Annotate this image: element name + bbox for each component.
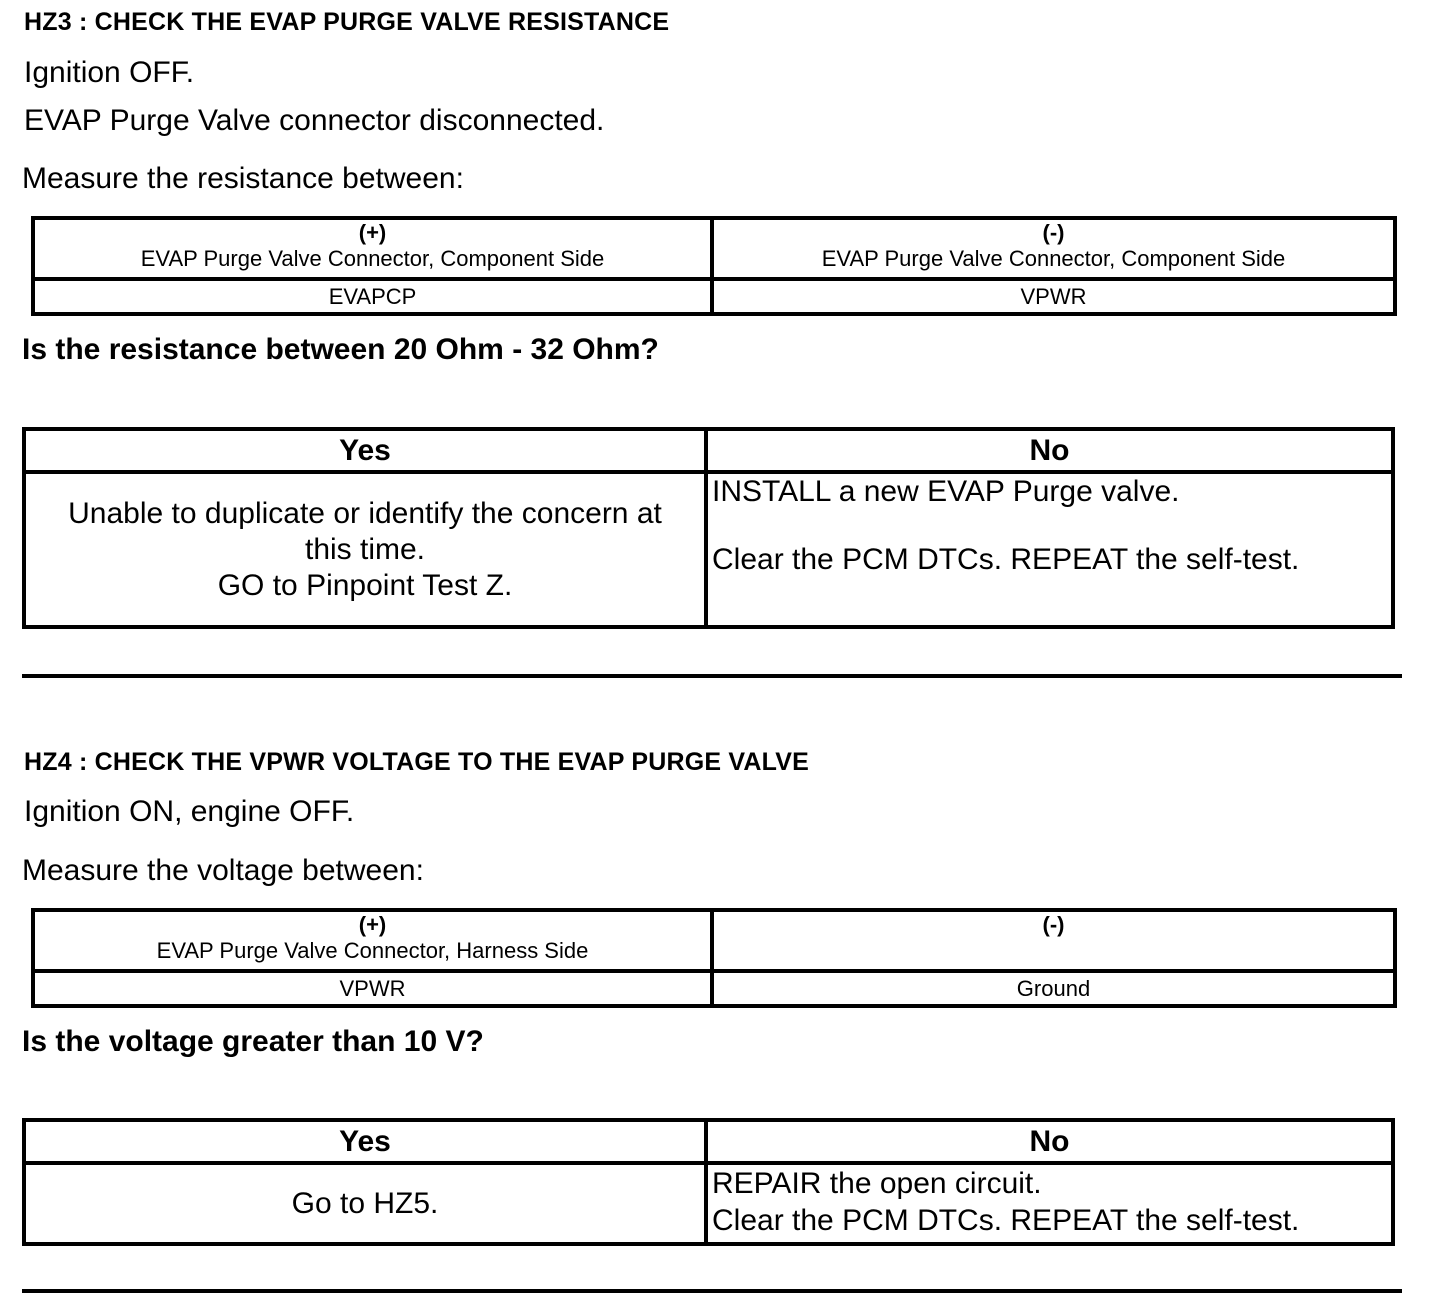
section-divider-1 <box>22 674 1402 678</box>
hz3-plus-header-cell <box>33 218 712 279</box>
hz4-minus-header-cell <box>712 910 1395 971</box>
hz3-no-line-2: Clear the PCM DTCs. REPEAT the self-test. <box>712 543 1300 576</box>
hz3-measure-intro: Measure the resistance between: <box>22 162 464 195</box>
hz4-line-ignition: Ignition ON, engine OFF. <box>24 795 355 828</box>
hz3-title: HZ3 : CHECK THE EVAP PURGE VALVE RESISTANCE <box>24 8 670 36</box>
hz3-line-connector: EVAP Purge Valve connector disconnected. <box>24 104 605 137</box>
hz4-yes-line-1: Go to HZ5. <box>291 1186 439 1220</box>
hz4-plus-header-cell <box>33 910 712 971</box>
hz4-title: HZ4 : CHECK THE VPWR VOLTAGE TO THE EVAP PURGE VALVE <box>24 748 810 776</box>
hz4-no-header: No <box>706 1120 1393 1163</box>
hz3-no-cell <box>706 472 1393 627</box>
hz4-plus-sub: EVAP Purge Valve Connector, Harness Side <box>156 938 589 963</box>
hz3-no-line-1: INSTALL a new EVAP Purge valve. <box>712 475 1180 508</box>
hz4-plus-value: VPWR <box>33 971 712 1006</box>
hz4-yes-cell <box>24 1163 706 1244</box>
hz4-result-table <box>22 1118 1395 1246</box>
hz3-yes-line-2: this time. <box>304 532 426 566</box>
hz4-no-line-2: Clear the PCM DTCs. REPEAT the self-test. <box>712 1204 1300 1237</box>
hz4-measure-table <box>31 908 1397 1008</box>
hz3-plus-sub: EVAP Purge Valve Connector, Component Side <box>140 246 605 271</box>
hz3-yes-cell <box>24 472 706 627</box>
hz4-minus-header: (-) <box>1042 912 1065 937</box>
hz3-result-table <box>22 427 1395 629</box>
hz3-minus-header-cell <box>712 218 1395 279</box>
hz3-minus-sub: EVAP Purge Valve Connector, Component Side <box>821 246 1286 271</box>
hz4-no-cell <box>706 1163 1393 1244</box>
hz3-no-header: No <box>706 429 1393 472</box>
hz4-no-line-1: REPAIR the open circuit. <box>712 1167 1042 1200</box>
hz3-measure-table <box>31 216 1397 316</box>
hz3-yes-line-3: GO to Pinpoint Test Z. <box>217 568 513 602</box>
hz3-question: Is the resistance between 20 Ohm - 32 Ohm? <box>22 333 659 366</box>
hz3-yes-line-1: Unable to duplicate or identify the concern at <box>68 496 662 530</box>
hz3-plus-value: EVAPCP <box>33 279 712 314</box>
hz4-question: Is the voltage greater than 10 V? <box>22 1025 484 1058</box>
hz3-line-ignition: Ignition OFF. <box>24 56 195 89</box>
hz4-measure-intro: Measure the voltage between: <box>22 854 424 887</box>
hz4-plus-header: (+) <box>358 912 387 937</box>
section-divider-2 <box>22 1289 1402 1293</box>
hz4-minus-value: Ground <box>712 971 1395 1006</box>
hz3-plus-header: (+) <box>358 220 387 245</box>
hz3-minus-header: (-) <box>1042 220 1065 245</box>
hz4-yes-header: Yes <box>24 1120 706 1163</box>
hz3-yes-header: Yes <box>24 429 706 472</box>
hz3-minus-value: VPWR <box>712 279 1395 314</box>
